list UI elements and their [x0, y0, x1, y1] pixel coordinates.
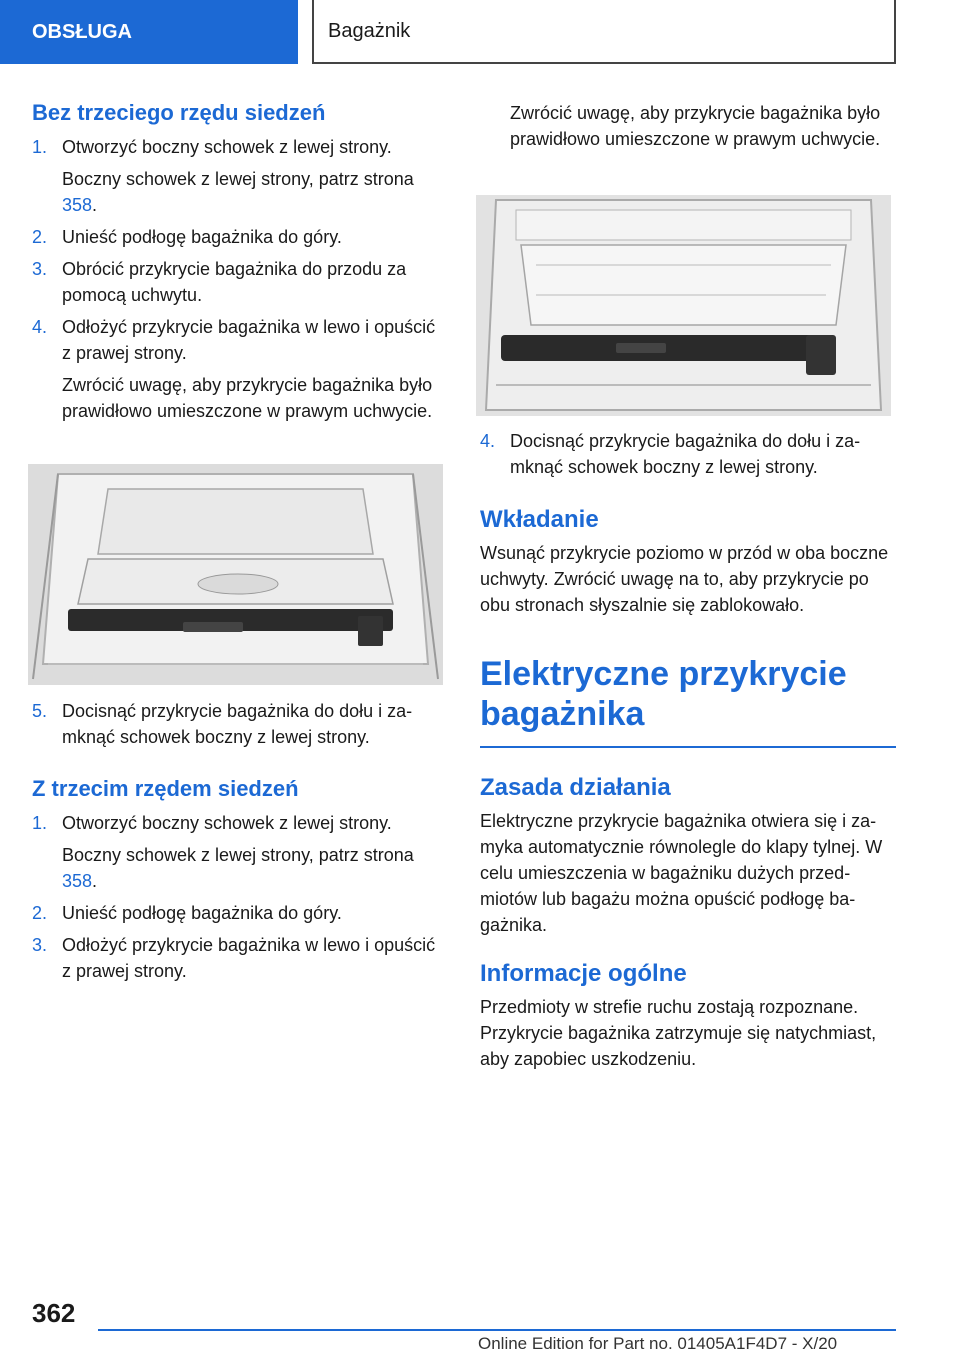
step-text: Docisnąć przykrycie bagażnika do dołu i zamknąć schowek boczny z lewej strony. — [510, 431, 861, 477]
step-number: 4. — [480, 431, 496, 451]
step-text: Docisnąć przykrycie bagażnika do dołu i zamknąć schowek boczny z lewej strony. — [62, 701, 413, 747]
chapter-header — [312, 0, 896, 64]
footer-rule — [98, 1329, 896, 1331]
note-suffix: . — [92, 871, 98, 891]
edition-text: Online Edition for Part no. 01405A1F4D7 - X/20 — [478, 1334, 838, 1353]
heading-zasada: Zasada działania — [480, 774, 671, 801]
right-column-lower — [480, 428, 896, 1072]
step — [32, 698, 448, 750]
paragraph-wkladanie: Wsunąć przykrycie poziomo w przód w oba boczne uchwyty. Zwrócić uwagę na to, aby przykrycie po obu stronach słyszalnie się zablokowało. — [480, 543, 889, 615]
heading-informacje: Informacje ogólne — [480, 960, 687, 987]
page-link[interactable]: 358 — [62, 871, 93, 891]
chapter-title: Bagażnik — [328, 19, 411, 42]
step-number: 3. — [32, 935, 48, 955]
left-column — [32, 100, 448, 430]
section-label: OBSŁUGA — [32, 20, 132, 43]
step — [32, 314, 448, 366]
step-number: 1. — [32, 813, 48, 833]
heading-wkladanie: Wkładanie — [480, 506, 599, 533]
trunk-illustration — [28, 464, 443, 685]
step-text: Obrócić przykrycie bagażnika do przodu za pomocą uchwytu. — [62, 259, 407, 305]
note — [32, 166, 448, 218]
note: Zwrócić uwagę, aby przykrycie bagażnika było prawidłowo umieszczone w prawym uchwycie. — [62, 375, 433, 421]
step — [32, 224, 448, 250]
right-column — [480, 100, 896, 158]
step — [32, 810, 448, 836]
step-text: Unieść podłogę bagażnika do góry. — [62, 903, 342, 923]
paragraph-informacje: Przedmioty w strefie ruchu zostają rozpoznane. Przykrycie bagażnika zatrzymuje się natychmiast, aby zapobiec uszkodzeniu. — [480, 997, 877, 1069]
left-column-lower — [32, 698, 448, 990]
note-suffix: . — [92, 195, 98, 215]
step-text: Unieść podłogę bagażnika do góry. — [62, 227, 342, 247]
step-number: 3. — [32, 259, 48, 279]
trunk-illustration — [476, 195, 891, 416]
step — [32, 256, 448, 308]
paragraph-zasada: Elektryczne przykrycie bagażnika otwiera się i zamyka automatycznie równolegle do klapy tylnej. W celu umieszczenia w bagażniku dużych przedmiotów lub bagażu można opuścić podłogę bagażnika. — [480, 811, 883, 935]
note: Zwrócić uwagę, aby przykrycie bagażnika było prawidłowo umieszczone w prawym uchwycie. — [510, 103, 881, 149]
step — [32, 900, 448, 926]
trunk-cover-figure-left — [28, 464, 443, 685]
step-number: 4. — [32, 317, 48, 337]
step-text: Odłożyć przykrycie bagażnika w lewo i opuścić z prawej strony. — [62, 935, 436, 981]
heading-electric-cover: Elektryczne przykrycie bagażnika — [480, 655, 847, 733]
section-rule — [480, 746, 896, 748]
note-text: Boczny schowek z lewej strony, patrz strona — [62, 169, 414, 189]
step-text: Odłożyć przykrycie bagażnika w lewo i opuścić z prawej strony. — [62, 317, 436, 363]
step — [32, 932, 448, 984]
page-link[interactable]: 358 — [62, 195, 93, 215]
step — [32, 134, 448, 160]
step-number: 5. — [32, 701, 48, 721]
note-text: Boczny schowek z lewej strony, patrz strona — [62, 845, 414, 865]
step — [480, 428, 896, 480]
step-number: 1. — [32, 137, 48, 157]
step-number: 2. — [32, 227, 48, 247]
step-number: 2. — [32, 903, 48, 923]
step-text: Otworzyć boczny schowek z lewej strony. — [62, 137, 392, 157]
step-text: Otworzyć boczny schowek z lewej strony. — [62, 813, 392, 833]
note — [32, 842, 448, 894]
trunk-cover-figure-right — [476, 195, 891, 416]
heading-with-third-row: Z trzecim rzędem siedzeń — [32, 776, 299, 801]
page-number: 362 — [32, 1298, 76, 1328]
heading-without-third-row: Bez trzeciego rzędu siedzeń — [32, 100, 326, 125]
section-tab — [0, 0, 298, 64]
